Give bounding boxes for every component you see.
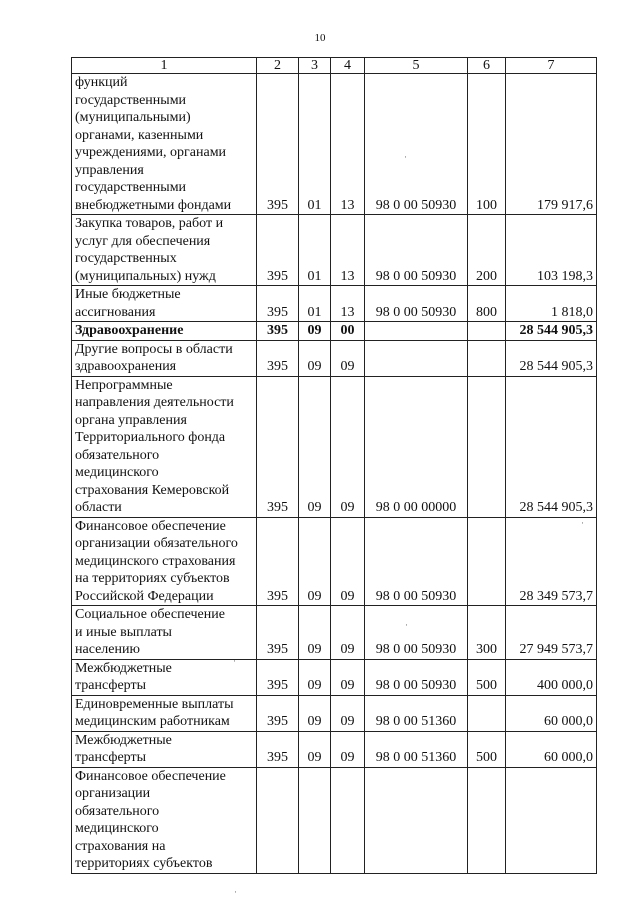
row-name-line: медицинского страхования xyxy=(75,553,236,569)
table-body xyxy=(72,74,597,874)
scan-speck: · xyxy=(581,518,584,528)
row-name-line: Территориального фонда xyxy=(75,430,226,445)
row-name-cell xyxy=(72,517,257,606)
table-row xyxy=(72,286,597,322)
expense-type-cell xyxy=(468,322,506,341)
section-code-cell: 09 xyxy=(299,659,331,695)
subsection-code-cell: 09 xyxy=(331,340,365,376)
admin-code-cell: 395 xyxy=(257,340,299,376)
row-name-line: органа управления xyxy=(75,412,187,428)
row-name-line: организации xyxy=(75,786,151,801)
page-number: 10 xyxy=(314,32,326,44)
admin-code-cell: 395 xyxy=(257,606,299,660)
subsection-code-cell: 13 xyxy=(331,74,365,215)
column-header: 2 xyxy=(257,58,299,74)
target-article-cell: 98 0 00 50930 xyxy=(365,74,468,215)
subsection-code-cell: 09 xyxy=(331,731,365,767)
table-row xyxy=(72,695,597,731)
row-name-cell xyxy=(72,695,257,731)
admin-code-cell: 395 xyxy=(257,517,299,606)
admin-code-cell: 395 xyxy=(257,659,299,695)
amount-cell: 1 818,0 xyxy=(506,286,597,322)
amount-cell: 28 544 905,3 xyxy=(506,376,597,517)
admin-code-cell: 395 xyxy=(257,695,299,731)
table-row xyxy=(72,659,597,695)
expense-type-cell xyxy=(468,695,506,731)
expense-type-cell xyxy=(468,376,506,517)
row-name-line: медицинского xyxy=(75,465,159,480)
expense-type-cell: 500 xyxy=(468,659,506,695)
admin-code-cell: 395 xyxy=(257,731,299,767)
row-name-cell xyxy=(72,74,257,215)
table-row xyxy=(72,606,597,660)
row-name-line: Российской Федерации xyxy=(75,588,214,604)
column-header: 7 xyxy=(506,58,597,74)
subsection-code-cell: 09 xyxy=(331,606,365,660)
row-name-cell xyxy=(72,767,257,873)
row-name-cell xyxy=(72,731,257,767)
table-header-row xyxy=(72,58,597,74)
scan-speck: · xyxy=(233,656,236,666)
row-name-line: организации обязательного xyxy=(75,536,238,551)
admin-code-cell: 395 xyxy=(257,286,299,322)
section-code-cell: 09 xyxy=(299,606,331,660)
row-name-line: территориях субъектов xyxy=(75,856,213,871)
column-header: 4 xyxy=(331,58,365,74)
scan-speck: · xyxy=(234,887,237,897)
target-article-cell: 98 0 00 50930 xyxy=(365,215,468,286)
subsection-code-cell: 00 xyxy=(331,322,365,341)
scan-speck: · xyxy=(405,620,408,630)
row-name-line: страхования на xyxy=(75,838,166,854)
budget-table xyxy=(71,57,597,874)
table-row xyxy=(72,767,597,873)
target-article-cell: 98 0 00 50930 xyxy=(365,659,468,695)
section-code-cell: 01 xyxy=(299,286,331,322)
target-article-cell xyxy=(365,322,468,341)
row-name-line: медицинского xyxy=(75,821,159,836)
table-row xyxy=(72,215,597,286)
row-name-line: Иные бюджетные xyxy=(75,287,181,302)
row-name-line: внебюджетными фондами xyxy=(75,197,232,213)
amount-cell: 28 544 905,3 xyxy=(506,322,597,341)
row-name-cell xyxy=(72,376,257,517)
section-code-cell: 09 xyxy=(299,695,331,731)
row-name-line: функций xyxy=(75,75,128,90)
row-name-line: (муниципальными) xyxy=(75,110,191,125)
target-article-cell: 98 0 00 00000 xyxy=(365,376,468,517)
row-name-line: Социальное обеспечение xyxy=(75,607,225,622)
subsection-code-cell xyxy=(331,767,365,873)
admin-code-cell: 395 xyxy=(257,74,299,215)
table-row xyxy=(72,340,597,376)
section-code-cell: 01 xyxy=(299,74,331,215)
row-name-line: ассигнования xyxy=(75,304,156,320)
expense-type-cell xyxy=(468,517,506,606)
row-name-line: трансферты xyxy=(75,678,147,693)
amount-cell: 28 544 905,3 xyxy=(506,340,597,376)
section-code-cell: 09 xyxy=(299,322,331,341)
subsection-code-cell: 13 xyxy=(331,215,365,286)
amount-cell xyxy=(506,767,597,873)
row-name-line: трансферты xyxy=(75,750,147,765)
target-article-cell xyxy=(365,767,468,873)
table-row xyxy=(72,731,597,767)
row-name-cell xyxy=(72,606,257,660)
row-name-line: направления деятельности xyxy=(75,395,234,410)
column-header: 1 xyxy=(72,58,257,74)
row-name-line: области xyxy=(75,500,122,515)
row-name-line: страхования Кемеровской xyxy=(75,482,230,498)
target-article-cell: 98 0 00 51360 xyxy=(365,731,468,767)
section-code-cell xyxy=(299,767,331,873)
target-article-cell: 98 0 00 50930 xyxy=(365,606,468,660)
row-name-line: Финансовое обеспечение xyxy=(75,518,226,534)
row-name-line: обязательного xyxy=(75,803,160,819)
row-name-line: на территориях субъектов xyxy=(75,571,230,586)
row-name-line: государственных xyxy=(75,251,177,266)
row-name-cell xyxy=(72,286,257,322)
row-name-line: и иные выплаты xyxy=(75,624,172,640)
expense-type-cell xyxy=(468,767,506,873)
expense-type-cell: 800 xyxy=(468,286,506,322)
section-code-cell: 01 xyxy=(299,215,331,286)
row-name-line: Единовременные выплаты xyxy=(75,696,234,712)
scan-speck: · xyxy=(404,152,407,162)
amount-cell: 27 949 573,7 xyxy=(506,606,597,660)
amount-cell: 28 349 573,7 xyxy=(506,517,597,606)
row-name-cell xyxy=(72,215,257,286)
admin-code-cell: 395 xyxy=(257,376,299,517)
amount-cell: 60 000,0 xyxy=(506,731,597,767)
target-article-cell: 98 0 00 50930 xyxy=(365,517,468,606)
row-name-line: Другие вопросы в области xyxy=(75,341,233,357)
amount-cell: 60 000,0 xyxy=(506,695,597,731)
subsection-code-cell: 09 xyxy=(331,376,365,517)
amount-cell: 400 000,0 xyxy=(506,659,597,695)
row-name-cell xyxy=(72,659,257,695)
subsection-code-cell: 09 xyxy=(331,659,365,695)
subsection-code-cell: 09 xyxy=(331,517,365,606)
row-name-line: населению xyxy=(75,642,140,657)
row-name-line: Закупка товаров, работ и xyxy=(75,216,224,231)
row-name-line: органами, казенными xyxy=(75,127,204,143)
row-name-line: здравоохранения xyxy=(75,359,177,374)
table-row xyxy=(72,322,597,341)
row-name-line: государственными xyxy=(75,92,187,108)
table-row xyxy=(72,74,597,215)
row-name-cell xyxy=(72,322,257,341)
target-article-cell xyxy=(365,340,468,376)
expense-type-cell: 500 xyxy=(468,731,506,767)
row-name-line: Здравоохранение xyxy=(75,323,184,338)
amount-cell: 103 198,3 xyxy=(506,215,597,286)
row-name-line: медицинским работникам xyxy=(75,714,230,729)
row-name-line: услуг для обеспечения xyxy=(75,233,211,249)
target-article-cell: 98 0 00 50930 xyxy=(365,286,468,322)
amount-cell: 179 917,6 xyxy=(506,74,597,215)
section-code-cell: 09 xyxy=(299,517,331,606)
row-name-line: Межбюджетные xyxy=(75,660,172,676)
section-code-cell: 09 xyxy=(299,731,331,767)
table-row xyxy=(72,376,597,517)
subsection-code-cell: 09 xyxy=(331,695,365,731)
admin-code-cell xyxy=(257,767,299,873)
row-name-line: управления xyxy=(75,162,144,178)
row-name-line: обязательного xyxy=(75,447,160,463)
table-row xyxy=(72,517,597,606)
expense-type-cell xyxy=(468,340,506,376)
target-article-cell: 98 0 00 51360 xyxy=(365,695,468,731)
section-code-cell: 09 xyxy=(299,340,331,376)
row-name-cell xyxy=(72,340,257,376)
admin-code-cell: 395 xyxy=(257,322,299,341)
expense-type-cell: 200 xyxy=(468,215,506,286)
row-name-line: государственными xyxy=(75,180,187,195)
column-header: 5 xyxy=(365,58,468,74)
row-name-line: Финансовое обеспечение xyxy=(75,768,226,784)
row-name-line: Непрограммные xyxy=(75,377,173,393)
expense-type-cell: 300 xyxy=(468,606,506,660)
subsection-code-cell: 13 xyxy=(331,286,365,322)
row-name-line: Межбюджетные xyxy=(75,732,172,748)
admin-code-cell: 395 xyxy=(257,215,299,286)
column-header: 3 xyxy=(299,58,331,74)
column-header: 6 xyxy=(468,58,506,74)
row-name-line: (муниципальных) нужд xyxy=(75,268,216,284)
expense-type-cell: 100 xyxy=(468,74,506,215)
section-code-cell: 09 xyxy=(299,376,331,517)
row-name-line: учреждениями, органами xyxy=(75,145,227,160)
